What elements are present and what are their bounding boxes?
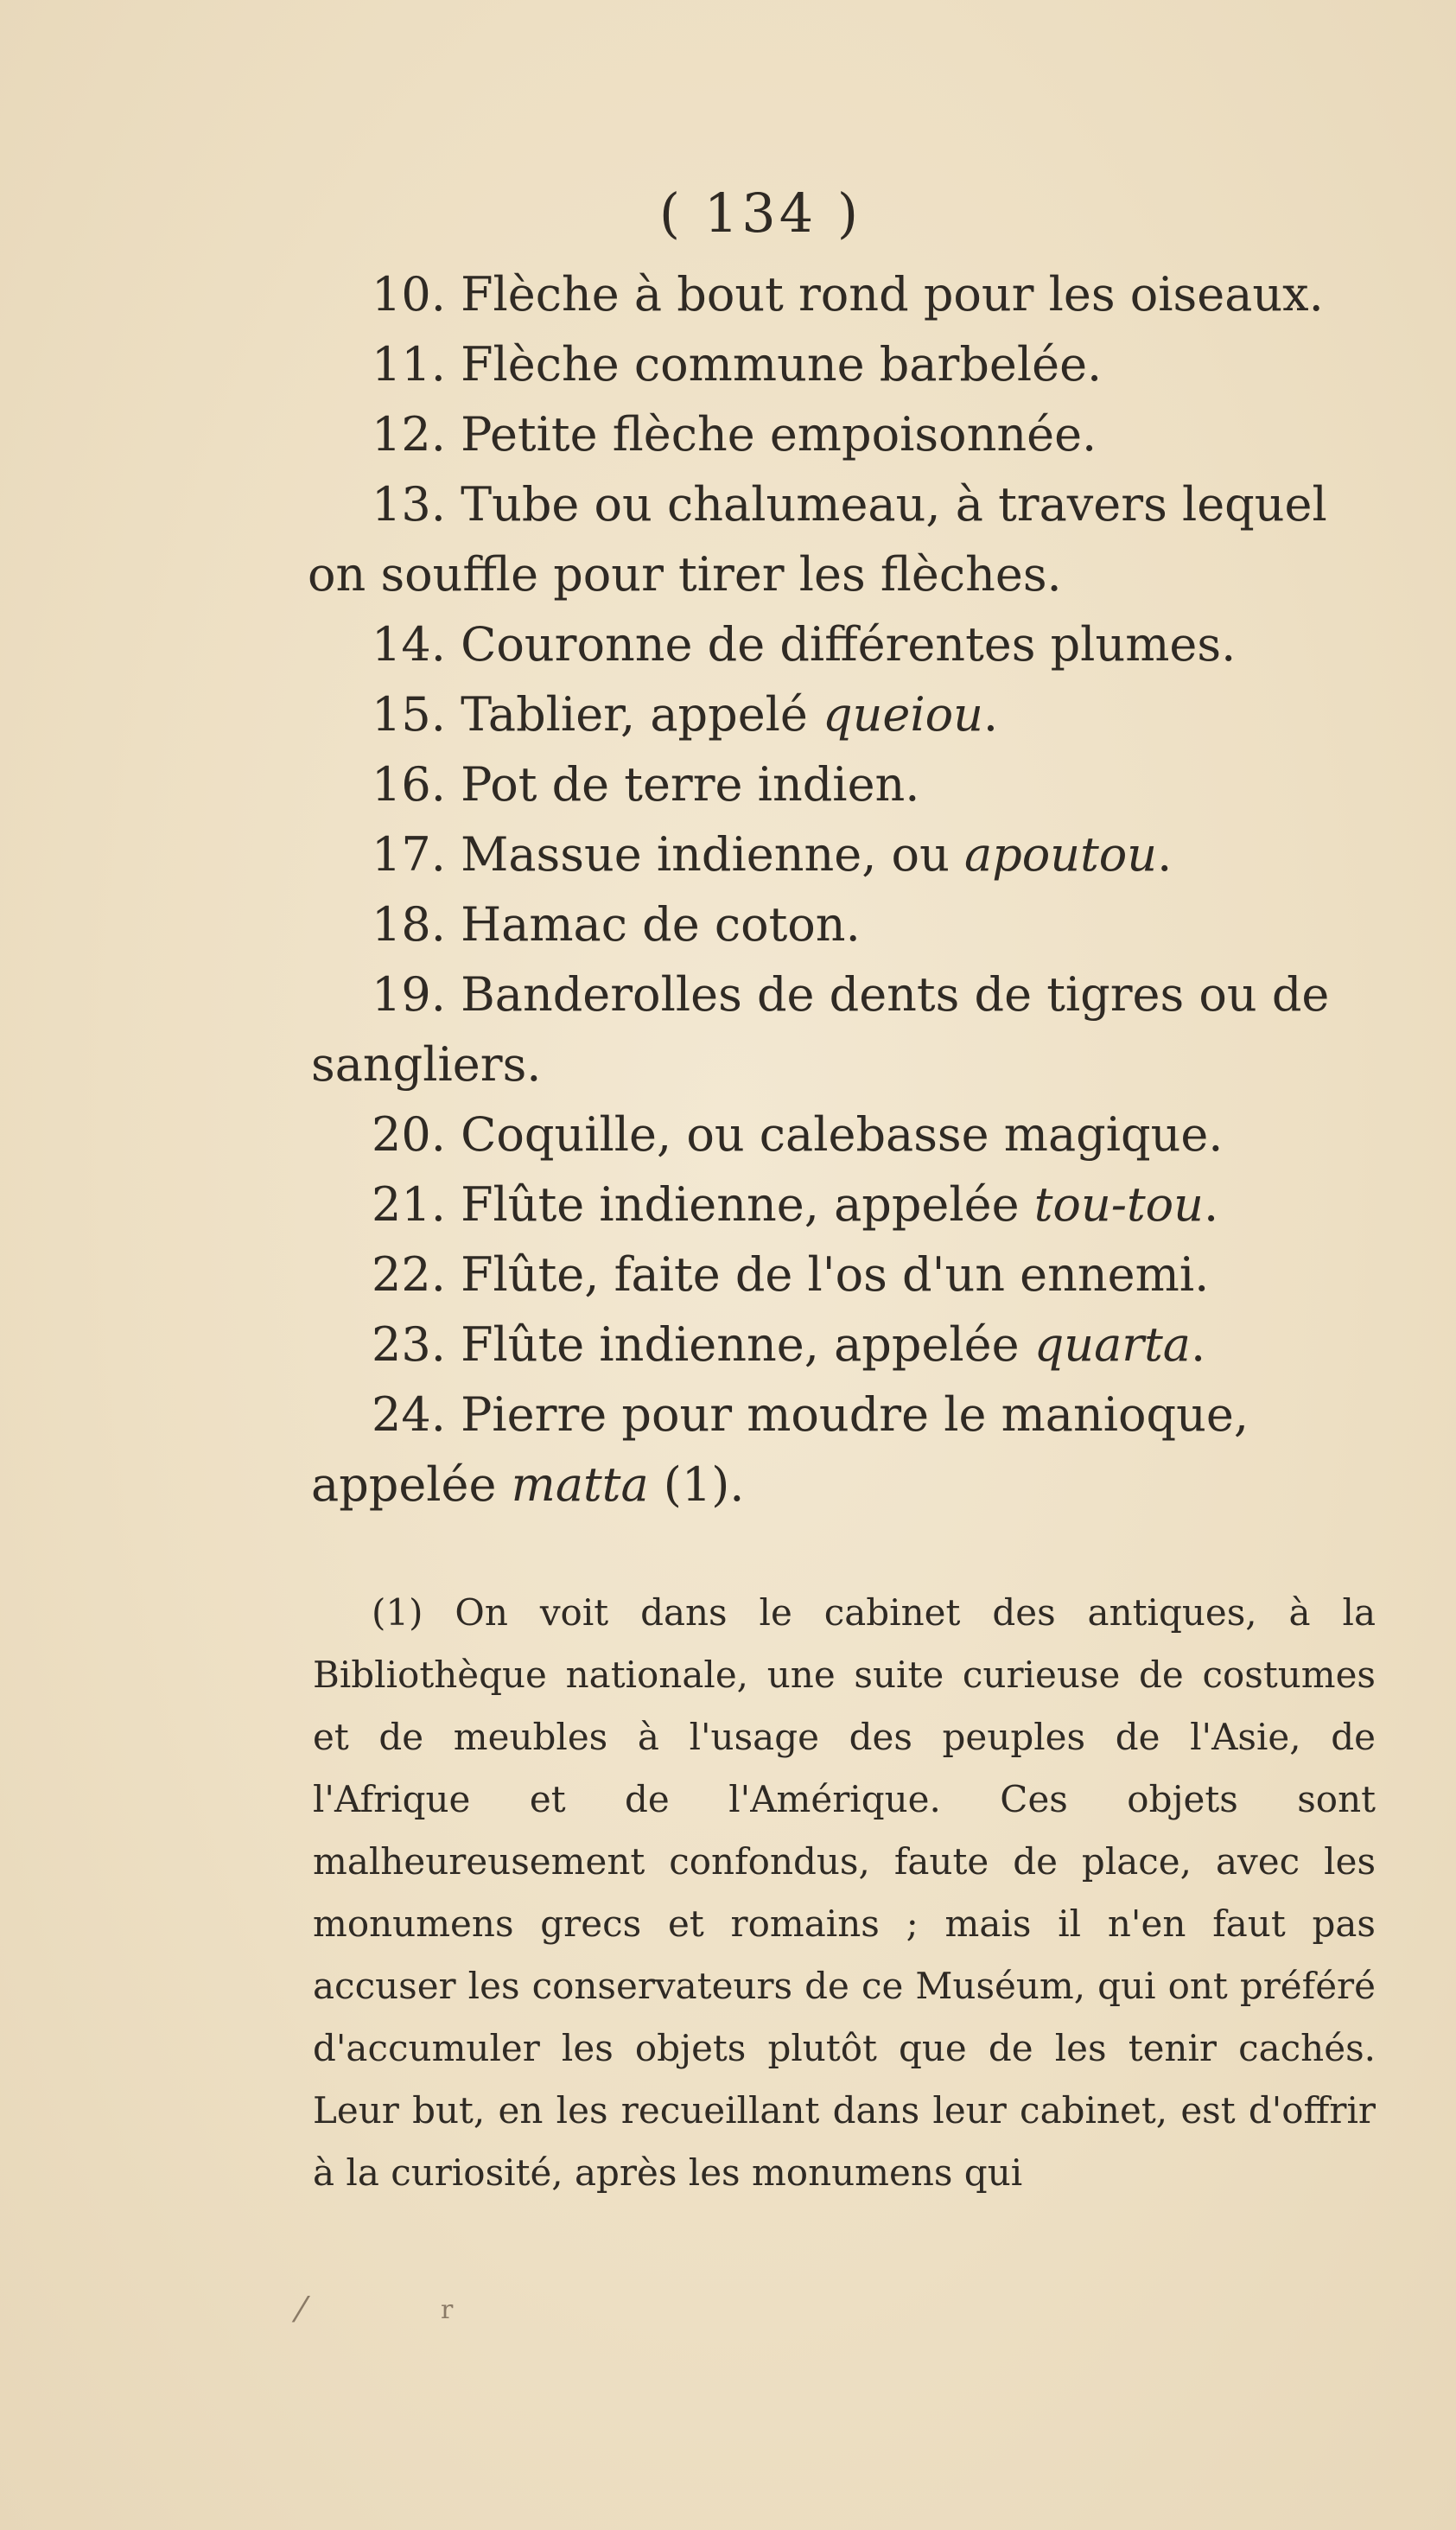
footnote-text: (1) On voit dans le cabinet des antiques, à la Bibliothèque nationale, une suite curieuse de costumes et de meubles à l'usage des peuples de l'Asie, de l'Afrique et de l'Amérique. Ces objets sont malheureusement confondus, faute de place, avec les monumens grecs et romains ; mais il n'en faut pas accuser les conservateurs de ce Muséum, qui ont préféré d'accumuler les objets plutôt que de les tenir cachés. Leur but, en les recueillant dans leur cabinet, est d'offrir à la curiosité, après les monumens qui	[313, 1591, 1376, 2194]
list-item: 15. Tablier, appelé queiou.	[372, 687, 999, 742]
item-list	[308, 259, 1374, 1520]
page-number: ( 134 )	[658, 182, 862, 245]
list-item: 22. Flûte, faite de l'os d'un ennemi.	[372, 1247, 1210, 1302]
list-item: 10. Flèche à bout rond pour les oiseaux.	[372, 267, 1324, 322]
list-item: 18. Hamac de coton.	[372, 897, 861, 952]
list-item: 24. Pierre pour moudre le manioque, appelée matta (1).	[311, 1387, 1249, 1512]
list-item: 12. Petite flèche empoisonnée.	[372, 407, 1097, 462]
list-item: 14. Couronne de différentes plumes.	[372, 617, 1237, 672]
list-item: 21. Flûte indienne, appelée tou-tou.	[372, 1177, 1219, 1232]
list-item: 20. Coquille, ou calebasse magique.	[372, 1107, 1224, 1162]
list-item: 16. Pot de terre indien.	[372, 757, 920, 812]
footnote	[313, 1582, 1376, 2204]
list-item: 11. Flèche commune barbelée.	[372, 337, 1103, 392]
list-item: 23. Flûte indienne, appelée quarta.	[372, 1317, 1206, 1372]
list-item: 17. Massue indienne, ou apoutou.	[372, 827, 1173, 882]
list-item: 13. Tube ou chalumeau, à travers lequel on souffle pour tirer les flèches.	[308, 477, 1327, 602]
paper-speck-mark: r	[441, 2295, 454, 2325]
paper-speck-mark: ⁄	[298, 2291, 304, 2330]
list-item: 19. Banderolles de dents de tigres ou de sangliers.	[311, 967, 1330, 1092]
